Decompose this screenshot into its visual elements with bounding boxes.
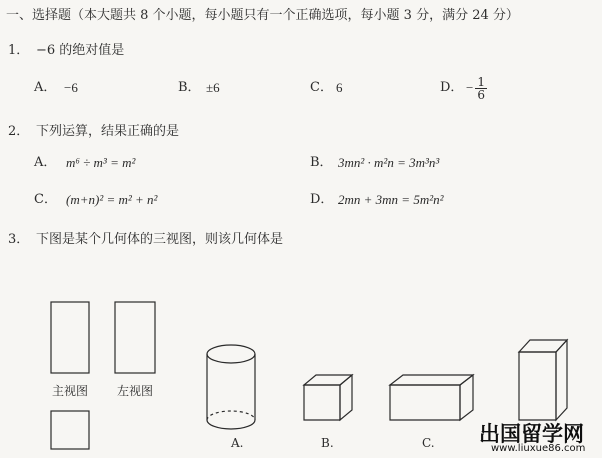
q1-option-a-text: −6	[64, 80, 78, 95]
q1-option-d-letter: D．	[440, 80, 464, 95]
front-view-rectangle	[51, 302, 89, 373]
section-header: 一、选择题（本大题共 8 个小题，每小题只有一个正确选项，每小题 3 分，满分 24 分）	[6, 8, 519, 23]
q1-option-b-letter: B．	[178, 80, 201, 95]
q1-option-c-text: 6	[336, 80, 343, 95]
answer-label-c: C.	[422, 436, 435, 450]
watermark-site-name: 出国留学网	[479, 422, 584, 446]
front-view-label: 主视图	[52, 384, 89, 398]
left-view-rectangle	[115, 302, 155, 373]
q2-option-a-letter: A．	[34, 155, 57, 170]
answer-label-a: A.	[231, 436, 244, 450]
cube-shape	[304, 375, 352, 420]
long-box-shape	[390, 375, 473, 420]
q1-option-c-letter: C．	[310, 80, 333, 95]
question-3-number: 3．	[8, 232, 30, 247]
question-2-stem: 下列运算，结果正确的是	[36, 124, 180, 139]
question-2-number: 2．	[8, 124, 30, 139]
watermark-url: www.liuxue86.com	[491, 443, 586, 454]
q2-option-c-letter: C．	[34, 192, 57, 207]
question-1-stem: −6 的绝对值是	[36, 43, 125, 58]
fraction-denominator: 6	[477, 87, 485, 102]
q2-option-d-letter: D．	[310, 192, 334, 207]
top-view-square	[51, 411, 89, 449]
q2-option-b-letter: B．	[310, 155, 333, 170]
q2-option-a-text: m⁶ ÷ m³ = m²	[66, 155, 136, 170]
q1-option-b-text: ±6	[206, 80, 220, 95]
q2-option-b-text: 3mn² · m²n = 3m³n³	[338, 155, 440, 170]
q1-option-d-minus: −	[466, 80, 474, 95]
fraction-numerator: 1	[477, 74, 485, 89]
left-view-label: 左视图	[117, 384, 154, 398]
cylinder-shape	[207, 345, 255, 429]
tall-box-shape	[519, 340, 567, 420]
question-1-number: 1．	[8, 43, 30, 58]
q2-option-c-text: (m+n)² = m² + n²	[66, 192, 158, 207]
answer-label-b: B.	[321, 436, 334, 450]
q2-option-d-text: 2mn + 3mn = 5m²n²	[338, 192, 444, 207]
question-3-stem: 下图是某个几何体的三视图，则该几何体是	[36, 232, 284, 247]
q1-option-a-letter: A．	[34, 80, 57, 95]
